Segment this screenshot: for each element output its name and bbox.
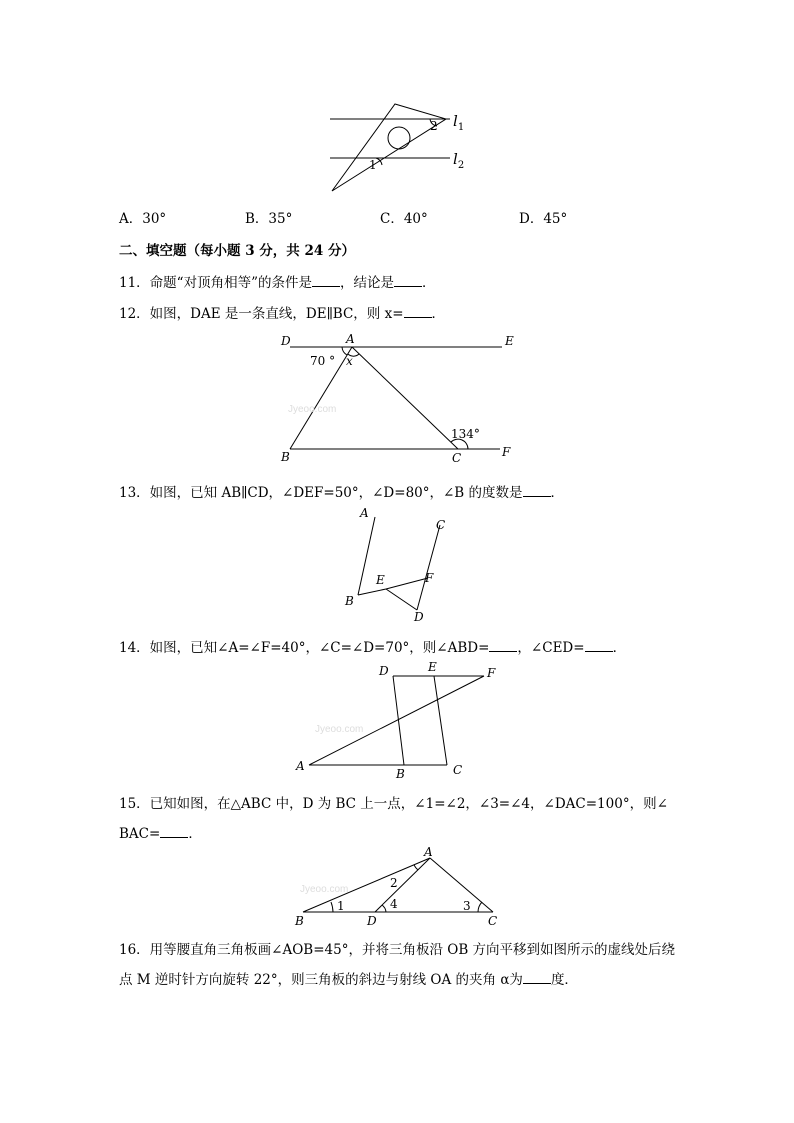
triangle-ruler [332,104,446,191]
label-c: C [453,763,463,777]
question-16-line1: 16．用等腰直角三角板画∠AOB=45°，并将三角板沿 OB 方向平移到如图所示的虚线处后绕 [119,942,676,958]
label-134: 134° [451,427,480,441]
question-12 [119,302,445,322]
q16-text-before: 点 M 逆时针方向旋转 22°，则三角板的斜边与射线 OA 的夹角 α为 [119,972,523,988]
q15-text-after: ． [188,826,202,842]
angle1-arc [331,902,333,912]
q10-figure [320,100,480,200]
option-b: B．35° [245,211,293,227]
label-d: D [379,664,389,678]
option-c: C．40° [380,211,428,227]
answer-blank [523,971,551,984]
angle2-label: 2 [430,119,438,133]
q14-text-middle: ，∠CED= [517,640,585,656]
label-a: A [360,506,369,520]
section-heading: 二、填空题（每小题 3 分，共 24 分） [119,243,355,259]
q15-figure [290,845,505,930]
option-a: A．30° [119,211,167,227]
answer-blank [523,484,551,497]
label-d: D [414,610,424,624]
line-ec [434,676,447,765]
q13-text-after: ． [550,485,565,501]
q11-text-after: ． [421,275,436,291]
answer-blank [312,274,340,287]
label-f: F [487,666,496,680]
angle3-label: 3 [463,899,471,913]
answer-blank [394,274,422,287]
label-b: B [396,767,405,781]
line-ed [386,589,417,610]
angle1-label: 1 [337,899,345,913]
answer-blank [585,639,613,652]
label-b: B [345,594,354,608]
label-f: F [502,445,511,459]
q12-text-after: ． [431,306,446,322]
q16-text-after: 度． [550,972,578,988]
ruler-hole [388,127,410,149]
q11-text-middle: ，结论是 [339,275,394,291]
q12-text-before: 12．如图，DAE 是一条直线，DE∥BC，则 x= [119,306,404,322]
label-e: E [376,573,385,587]
label-c: C [488,914,498,928]
label-e: E [428,660,437,674]
l1-label: $l_1$ [453,112,465,133]
question-15-line1: 15．已知如图，在△ABC 中，D 为 BC 上一点，∠1=∠2，∠3=∠4，∠DAC=100°，则∠ [119,796,668,812]
angle3-arc [478,902,482,912]
line-cd [417,525,440,610]
answer-blank [160,825,188,838]
question-14 [119,636,626,656]
label-a: A [296,759,305,773]
label-b: B [295,914,304,928]
line-ac [430,858,493,912]
option-d: D．45° [519,211,568,227]
label-a: A [346,332,355,346]
question-16-line2 [119,968,578,988]
label-d: D [367,914,377,928]
answer-blank [404,305,432,318]
angle4-arc [382,905,386,912]
line-ac [352,347,458,449]
label-e: E [505,334,514,348]
label-a: A [424,845,433,859]
line-ab [358,517,375,595]
q11-text-before: 11．命题“对顶角相等”的条件是 [119,275,312,291]
q13-figure [340,505,460,625]
label-b: B [281,450,290,464]
watermark: Jyeoo.com [315,724,364,735]
angle4-label: 4 [390,897,398,911]
line-af [309,676,484,765]
label-70: 70 ° [310,354,336,368]
q14-figure [290,660,510,785]
answer-blank [489,639,517,652]
question-13 [119,481,564,501]
q12-figure [280,332,520,467]
question-11 [119,271,435,291]
l2-label: $l_2$ [453,150,465,171]
angle2-arc [414,865,418,870]
q14-text-after: ． [612,640,627,656]
label-c: C [452,451,462,465]
line-db [393,676,404,765]
q14-text-before: 14．如图，已知∠A=∠F=40°，∠C=∠D=70°，则∠ABD= [119,640,490,656]
label-x: x [346,354,353,368]
question-15-line2 [119,822,202,842]
angle1-label: 1 [369,158,377,172]
angle2-label: 2 [390,876,398,890]
watermark: Jyeoo.com [288,404,337,415]
q13-text-before: 13．如图，已知 AB∥CD，∠DEF=50°，∠D=80°，∠B 的度数是 [119,485,523,501]
label-c: C [436,518,446,532]
label-f: F [425,571,434,585]
line-ef [386,578,428,589]
q15-text-before: BAC= [119,826,161,842]
line-ad [375,858,430,912]
line-be [358,589,386,595]
label-d: D [281,334,291,348]
watermark: Jyeoo.com [300,884,349,895]
